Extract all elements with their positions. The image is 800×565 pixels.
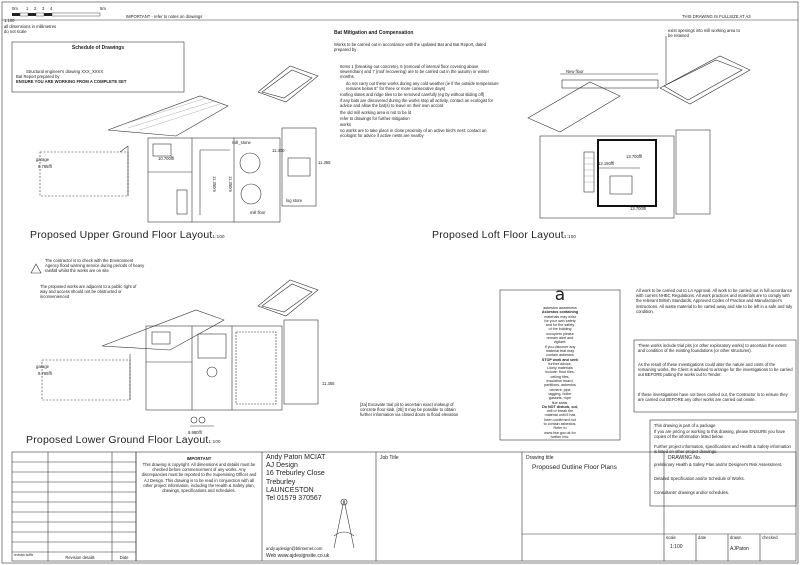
lower-plan-caption xyxy=(26,434,221,446)
scale-label-4: 4 xyxy=(50,6,53,11)
scale-label-3: 3 xyxy=(42,6,45,11)
lower-caption-scale: 1:100 xyxy=(208,439,221,444)
scale-label-5: 5m xyxy=(100,6,106,11)
flood-note-2: The proposed works are adjacent to a public right of way and access should not be obstructed or inconvenienced xyxy=(40,284,137,300)
upper-level-right: 11.400 xyxy=(272,148,285,153)
scale-ratio: 1:100 xyxy=(4,18,15,23)
bat-item: do not carry out these works during any cold weather (ie if the outside temperature remains below 8° for three or more consecutive days) xyxy=(346,80,499,91)
important-title: IMPORTANT xyxy=(186,456,212,461)
company-tel: Tel 01579 370567 xyxy=(266,495,322,503)
upper-floor-plan xyxy=(40,66,318,222)
asbestos-line: materials may exist xyxy=(544,314,576,319)
date-small-label: date xyxy=(698,535,707,540)
warning-icon xyxy=(31,264,41,273)
asbestos-line: www.hse.gov.uk for xyxy=(544,430,576,435)
drawing-no-label: DRAWING No. xyxy=(668,455,702,461)
loft-caption-scale: 1:100 xyxy=(563,234,577,239)
upper-level-a: 11.350m xyxy=(212,176,218,192)
excavate-note: [2a] Excavate trial pit to ascertain exact makeup of concrete floor slab. [2b] It may be possible to obtain further information via closed doors to flood elevation xyxy=(360,402,459,418)
lower-floor-plan xyxy=(42,280,318,426)
bat-item: no works are to take place in close proximity of an active bird's nest; contact an ecologist for advice if active nests are nearby xyxy=(340,128,487,139)
upper-log-store: log store xyxy=(286,198,303,203)
asbestos-line: further advice. xyxy=(548,361,572,366)
company-town: LAUNCESTON xyxy=(266,486,314,494)
loft-plan-caption xyxy=(432,229,576,241)
regs-para-1: All work to be carried out to LA Approval. All work to be carried out in full accordance with current NHBC Regulations. All work practices and materials are to comply with the relevant British Standards, Approved Codes of Practice and Manufacturer's instructions. All waste material to be carted away and site to be left in a safe and tidy condition. xyxy=(636,288,793,314)
lower-level-bottom: 9.980ffl xyxy=(188,430,202,435)
asbestos-line: flue seals. xyxy=(551,400,569,405)
asbestos-line: Do NOT disturb, cut, xyxy=(542,404,578,409)
asbestos-line: include: floor tiles, xyxy=(545,370,575,375)
bat-item: works xyxy=(340,122,351,128)
package-line-4: preliminary Health & Safety Plan and/or Designer's Risk Assessment. xyxy=(654,462,783,467)
asbestos-line: been confirmed not xyxy=(544,417,576,422)
asbestos-line: remain alert and xyxy=(546,336,574,341)
bat-items xyxy=(340,64,500,139)
schedule-line-3: ENSURE YOU ARE WORKING FROM A COMPLETE SET xyxy=(16,79,127,84)
schedule-title: Schedule of Drawings xyxy=(71,45,125,51)
asbestos-line: material until it has xyxy=(544,413,576,418)
asbestos-line: to contain asbestos. xyxy=(543,422,577,427)
package-line-6: Consultants' drawings and/or schedules. xyxy=(654,490,730,495)
dims-note-2: do not scale xyxy=(4,29,27,34)
upper-level-main: 10.700ffl xyxy=(158,156,174,161)
package-line-2: If you are pricing or working to this drawing, please ENSURE you have copies of the information listed below. xyxy=(654,429,786,440)
loft-level-bot: 13.700ffl xyxy=(630,206,646,211)
loft-exist-note: exist openings into mill working area to be retained xyxy=(668,28,740,39)
regs-para-4: If these investigations have not been carried out, the Contractor is to ensure they are carried out BEFORE any other works are carried out onsite. xyxy=(638,392,788,403)
asbestos-line: Asbestos containing xyxy=(541,310,579,315)
scale-label-2: 2 xyxy=(34,6,37,11)
dividers-logo-icon xyxy=(334,499,354,548)
company-address-1: 16 Treburley Close xyxy=(266,470,325,478)
upper-caption-text: Proposed Upper Ground Floor Layout xyxy=(30,229,213,241)
asbestos-line: insulation board, xyxy=(546,379,574,384)
asbestos-line: and for the safety xyxy=(545,323,575,328)
bat-item: refer to drawings for further mitigation xyxy=(340,115,410,121)
regs-para-2: These works include trial pits (or other exploratory works) to ascertain the extent and condition of the existing foundations (or other structures). xyxy=(638,343,787,354)
loft-new-floor: New floor xyxy=(566,69,584,74)
package-line-3: Further project information, specifications and Health & Safety information is listed on other project drawings. xyxy=(654,444,791,455)
flood-note-1: The contractor is to check with the Environment Agency flood warning service during periods of heavy rainfall whilst the works are on site xyxy=(45,258,145,274)
bat-item: Items 1 (breaking out concrete), 6 (removal of internal floor covering above sewer/drain) and 7 (roof recovering) are to be carried out in the autumn or winter months. xyxy=(340,64,489,80)
asbestos-line: Likely materials xyxy=(547,366,573,371)
asbestos-line: vigilant. xyxy=(553,340,567,345)
asbestos-line: contain asbestos xyxy=(546,353,574,358)
company-web: Web www.ajdesignsite.co.uk xyxy=(266,553,330,559)
revision-date-label: Date xyxy=(119,555,129,560)
lower-level-left: 9.765ffl xyxy=(38,371,52,376)
bat-title: Bat Mitigation and Compensation xyxy=(334,30,414,36)
company-firm: AJ Design xyxy=(266,462,298,470)
asbestos-line: drill or break the xyxy=(546,409,574,414)
upper-mill-floor: mill floor xyxy=(250,210,266,215)
asbestos-line: Refer to xyxy=(553,426,567,431)
job-title-label: Job Title xyxy=(380,455,399,461)
package-line-1: This drawing is part of a package. xyxy=(654,423,717,428)
lower-garage-label: garage xyxy=(36,364,50,369)
asbestos-line: for your own safety xyxy=(544,318,576,323)
drawing-title-label: Drawing title xyxy=(526,455,554,461)
asbestos-line: If you discover any xyxy=(544,344,576,349)
scale-label-0: 0m xyxy=(12,6,18,11)
revision-suffix-label: revision suffix xyxy=(14,553,34,557)
dims-note-1: all dimensions in millimetres xyxy=(4,24,57,29)
asbestos-line: further info. xyxy=(550,434,570,439)
upper-caption-scale: 1:100 xyxy=(212,234,225,239)
company-email: andy.ajdesign@btinternet.com xyxy=(266,546,323,551)
a3-note: THIS DRAWING IS FULLSIZE AT A3 xyxy=(682,14,751,19)
scale-value: 1:100 xyxy=(670,544,683,550)
asbestos-line: asbestos awareness xyxy=(543,306,577,310)
upper-level-outer: 11.355 xyxy=(318,160,331,165)
revision-details-label: Revision details xyxy=(65,555,95,560)
schedule-line-2: Bat Report prepared by xyxy=(16,74,60,79)
scale-bar xyxy=(12,13,100,16)
regs-para-3: As the result of these investigations could alter the nature and costs of the remaining works, the Client is advised to arrange for the investigations to be carried out BEFORE putting the works out to Tender. xyxy=(638,362,793,378)
drawing-title: Proposed Outline Floor Plans xyxy=(532,464,617,471)
company-address-2: Treburley xyxy=(266,478,296,486)
important-text: This drawing is copyright. All dimensions and details must be checked before commencement of any works. Any discrepancies must be reported to the Supervising Officer and AJ Design. This drawing is to be read in conjunction with all other project information, including the Health & Safety plan, drawings, specifications and schedules. xyxy=(141,462,257,494)
bat-item: the old mill working area is not to be lit xyxy=(340,109,411,115)
company-block xyxy=(266,454,374,503)
checked-label: checked xyxy=(762,535,778,540)
upper-garage-label: garage xyxy=(36,157,50,162)
lower-level-right: 11.355 xyxy=(322,381,335,386)
loft-caption-text: Proposed Loft Floor Layout xyxy=(432,229,564,241)
asbestos-line: cement, pipe xyxy=(549,387,571,392)
asbestos-line: lagging, boiler xyxy=(548,391,572,396)
loft-level-top: 13.700ffl xyxy=(626,154,642,159)
drawn-label: drawn xyxy=(730,535,742,540)
important-note: IMPORTANT - refer to notes on drawings xyxy=(126,14,203,19)
asbestos-line: occupiers please xyxy=(546,331,574,336)
asbestos-line: STOP work and seek xyxy=(541,357,579,362)
loft-level-mid: 13.150ffl xyxy=(598,161,614,166)
bat-item: if any bats are discovered during the works stop all activity, contact an ecologist for advice and allow the bat(s) to leave on their own accord xyxy=(340,98,494,109)
asbestos-line: of the building xyxy=(548,327,572,332)
upper-level-left: 9.765ffl xyxy=(38,164,52,169)
asbestos-line: partitions, asbestos xyxy=(544,383,576,388)
company-name: Andy Paton MCIAT xyxy=(266,454,326,461)
scale-label-1: 1 xyxy=(26,6,29,11)
loft-floor-plan xyxy=(528,36,750,218)
asbestos-line: gaskets, rope xyxy=(548,396,572,401)
bat-item: roofing slates and ridge tiles to be removed carefully (eg by without sliding off) xyxy=(340,92,485,98)
lower-caption-text: Proposed Lower Ground Floor Layout xyxy=(26,434,209,446)
upper-level-b: 11.350m xyxy=(228,176,234,192)
asbestos-text xyxy=(500,306,620,439)
scale-label: scale xyxy=(666,535,676,540)
upper-mill-stone: mill_stone xyxy=(232,140,251,145)
drawn-value: AJPaton xyxy=(730,546,749,552)
asbestos-line: material that may xyxy=(545,348,575,353)
asbestos-line: ceiling tiles, xyxy=(550,374,570,379)
schedule-line-1: Structural engineer's drawing XXX_XXXX xyxy=(26,69,104,74)
package-line-5: Detailed Specification and/or Schedule of Works. xyxy=(654,476,745,481)
asbestos-symbol: a xyxy=(554,285,566,305)
bat-intro: Works to be carried out in accordance with the updated Bat and Bat Report, dated prepared by xyxy=(334,42,486,53)
upper-plan-caption xyxy=(30,229,225,241)
